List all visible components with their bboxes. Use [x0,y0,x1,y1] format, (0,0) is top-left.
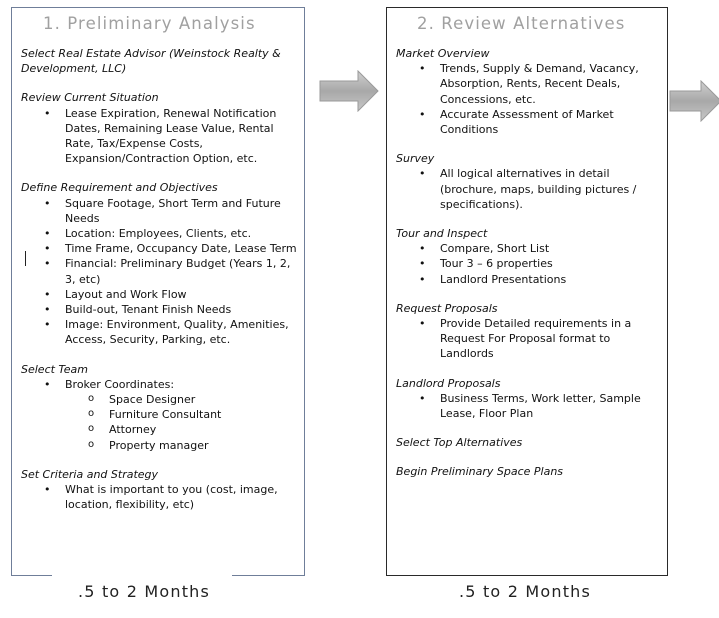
list-item: • Location: Employees, Clients, etc. [65,226,300,241]
sub-list-item: o Furniture Consultant [109,407,300,422]
bullet-list [21,106,300,167]
list-item: • What is important to you (cost, image, location, flexibility, etc) [65,482,300,512]
bullet-list [396,166,663,212]
list-item-label: Broker Coordinates: [65,377,175,391]
panel-title: 2. Review Alternatives [417,14,626,33]
section-heading-landlord-proposals: Landlord Proposals [396,376,501,390]
section-heading-survey: Survey [396,152,435,166]
sub-list-item: o Attorney [109,422,300,437]
bullet-list [21,196,300,348]
list-item: • Tour 3 – 6 properties [440,256,663,271]
list-item: • All logical alternatives in detail (brochure, maps, building pictures / specifications). [440,166,663,212]
sub-list-item: o Space Designer [109,392,300,407]
right-arrow-icon [318,70,380,112]
bullet-list [396,316,663,362]
sub-list-item: o Property manager [109,438,300,453]
panel-preliminary-analysis [11,7,305,576]
bullet-list [21,482,300,512]
section-heading-select-top: Select Top Alternatives [396,436,523,450]
bullet-list [396,61,663,137]
panel-review-alternatives [386,7,668,576]
list-item: • Time Frame, Occupancy Date, Lease Term [65,241,300,256]
panel-body [21,46,300,512]
bullet-list [396,391,663,421]
section-heading-criteria: Set Criteria and Strategy [21,467,159,481]
right-arrow-icon [668,80,719,122]
list-item: • Accurate Assessment of Market Conditions [440,107,663,137]
section-heading-requirements: Define Requirement and Objectives [21,181,218,195]
list-item: • Compare, Short List [440,241,663,256]
list-item [65,377,300,453]
section-heading-advisor: Select Real Estate Advisor (Weinstock Realty & Development, LLC) [21,47,281,76]
list-item: • Image: Environment, Quality, Amenities, Access, Security, Parking, etc. [65,317,300,347]
bullet-list [396,241,663,287]
list-item: • Landlord Presentations [440,272,663,287]
panel-body [396,46,663,480]
list-item: • Build-out, Tenant Finish Needs [65,302,300,317]
caption-gap [52,572,232,581]
list-item: • Layout and Work Flow [65,287,300,302]
list-item: • Lease Expiration, Renewal Notification Dates, Remaining Lease Value, Rental Rate, Tax/Expense Costs, Expansion/Contraction Option, etc. [65,106,300,167]
section-heading-request-proposals: Request Proposals [396,301,498,315]
list-item: • Business Terms, Work letter, Sample Lease, Floor Plan [440,391,663,421]
bullet-list [21,377,300,453]
list-item: • Financial: Preliminary Budget (Years 1, 2, 3, etc) [65,256,300,286]
duration-caption: .5 to 2 Months [78,582,211,601]
panel-title: 1. Preliminary Analysis [43,14,256,33]
section-heading-situation: Review Current Situation [21,91,159,105]
section-heading-team: Select Team [21,362,89,376]
list-item: • Provide Detailed requirements in a Request For Proposal format to Landlords [440,316,663,362]
text-cursor [25,251,26,266]
list-item: • Square Footage, Short Term and Future Needs [65,196,300,226]
list-item: • Trends, Supply & Demand, Vacancy, Absorption, Rents, Recent Deals, Concessions, etc. [440,61,663,107]
section-heading-begin-plans: Begin Preliminary Space Plans [396,465,564,479]
section-heading-market: Market Overview [396,47,490,60]
duration-caption: .5 to 2 Months [459,582,592,601]
sub-list [65,392,300,453]
section-heading-tour: Tour and Inspect [396,227,488,241]
